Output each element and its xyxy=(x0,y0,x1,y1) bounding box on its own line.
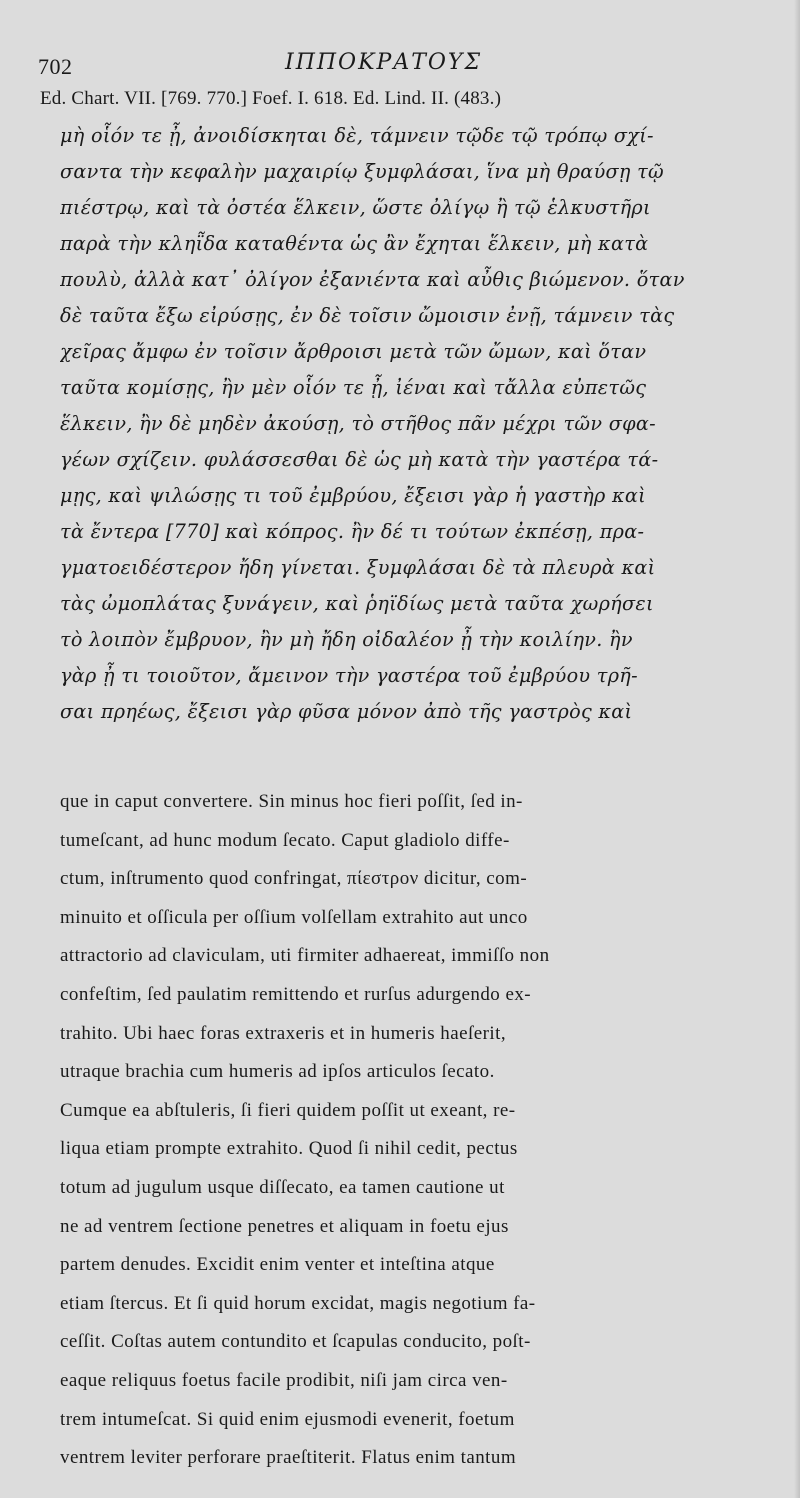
latin-text-line: liqua etiam prompte extrahito. Quod ſi nihil cedit, pectus xyxy=(60,1138,518,1160)
greek-text-line: γέων σχίζειν. φυλάσσεσθαι δὲ ὡς μὴ κατὰ τὴν γαστέρα τά- xyxy=(60,448,659,471)
latin-text-line: ne ad ventrem ſectione penetres et aliquam in foetu ejus xyxy=(60,1215,509,1237)
latin-translation-block xyxy=(60,783,775,1478)
latin-text-line: trahito. Ubi haec foras extraxeris et in humeris haeſerit, xyxy=(60,1022,507,1044)
latin-text-line: que in caput convertere. Sin minus hoc fieri poſſit, ſed in- xyxy=(60,791,523,812)
greek-text-line: ἕλκειν, ἢν δὲ μηδὲν ἀκούσῃ, τὸ στῆθος πᾶν μέχρι τῶν σφα- xyxy=(60,412,656,435)
greek-text-line: γματοειδέστερον ἤδη γίνεται. ξυμφλάσαι δὲ τὰ πλευρὰ καὶ xyxy=(60,556,656,579)
greek-text-line: δὲ ταῦτα ἔξω εἰρύσῃς, ἐν δὲ τοῖσιν ὤμοισιν ἐνῇ, τάμνειν τὰς xyxy=(60,304,675,327)
greek-text-line: τὸ λοιπὸν ἔμβρυον, ἢν μὴ ἤδη οἰδαλέον ᾖ τὴν κοιλίην. ἢν xyxy=(60,628,633,651)
latin-text-line: utraque brachia cum humeris ad ipſos articulos ſecato. xyxy=(60,1061,495,1083)
greek-text-line: πιέστρῳ, καὶ τὰ ὀστέα ἕλκειν, ὥστε ὀλίγῳ ἢ τῷ ἑλκυστῆρι xyxy=(60,196,651,219)
greek-text-line: παρὰ τὴν κληῗδα καταθέντα ὡς ἂν ἔχηται ἕλκειν, μὴ κατὰ xyxy=(60,232,649,255)
latin-text-line: ctum, inſtrumento quod confringat, πίεστρον dicitur, com- xyxy=(60,868,528,890)
greek-text-line: ταῦτα κομίσῃς, ἢν μὲν οἷόν τε ᾖ, ἰέναι καὶ τἄλλα εὐπετῶς xyxy=(60,376,647,399)
latin-text-line: trem intumeſcat. Si quid enim ejusmodi evenerit, foetum xyxy=(60,1408,515,1430)
latin-text-line: confeſtim, ſed paulatim remittendo et rurſus adurgendo ex- xyxy=(60,983,532,1005)
greek-text-line: γὰρ ᾖ τι τοιοῦτον, ἄμεινον τὴν γαστέρα τοῦ ἐμβρύου τρῆ- xyxy=(60,664,638,687)
greek-text-block xyxy=(60,118,775,730)
greek-text-line: τὰς ὠμοπλάτας ξυνάγειν, καὶ ῥηϊδίως μετὰ ταῦτα χωρήσει xyxy=(60,592,654,615)
page-header xyxy=(38,44,768,84)
latin-text-line: ventrem leviter perforare praeſtiterit. Flatus enim tantum xyxy=(60,1447,517,1469)
edition-references: Ed. Chart. VII. [769. 770.] Foef. I. 618. Ed. Lind. II. (483.) xyxy=(40,88,502,109)
latin-text-line: eaque reliquus foetus facile prodibit, niſi jam circa ven- xyxy=(60,1369,508,1391)
latin-text-line: Cumque ea abſtuleris, ſi fieri quidem poſſit ut exeant, re- xyxy=(60,1099,516,1121)
greek-text-line: πουλὺ, ἀλλὰ κατ᾽ ὀλίγον ἐξανιέντα καὶ αὖθις βιώμενον. ὅταν xyxy=(60,268,685,291)
greek-text-line: μὴ οἷόν τε ᾖ, ἀνοιδίσκηται δὲ, τάμνειν τῷδε τῷ τρόπῳ σχί- xyxy=(60,124,654,147)
latin-text-line: partem denudes. Excidit enim venter et inteſtina atque xyxy=(60,1254,495,1276)
greek-text-line: σαντα τὴν κεφαλὴν μαχαιρίῳ ξυμφλάσαι, ἵνα μὴ θραύσῃ τῷ xyxy=(60,160,664,183)
running-head: ΙΠΠΟΚΡΑΤΟΥΣ xyxy=(285,50,483,75)
page-edge-shadow xyxy=(794,0,800,1498)
page-number: 702 xyxy=(38,54,73,79)
greek-text-line: σαι πρηέως, ἔξεισι γὰρ φῦσα μόνον ἀπὸ τῆς γαστρὸς καὶ xyxy=(60,700,633,723)
greek-text-line: χεῖρας ἄμφω ἐν τοῖσιν ἄρθροισι μετὰ τῶν ὤμων, καὶ ὅταν xyxy=(60,340,647,363)
latin-text-line: attractorio ad claviculam, uti firmiter adhaereat, immiſſo non xyxy=(60,945,550,967)
greek-text-line: μῃς, καὶ ψιλώσῃς τι τοῦ ἐμβρύου, ἔξεισι γὰρ ἡ γαστὴρ καὶ xyxy=(60,484,646,507)
latin-text-line: totum ad jugulum usque diſſecato, ea tamen cautione ut xyxy=(60,1176,505,1198)
latin-text-line: tumeſcant, ad hunc modum ſecato. Caput gladiolo diffe- xyxy=(60,829,510,851)
latin-text-line: minuito et oſſicula per oſſium volſellam extrahito aut unco xyxy=(60,906,528,928)
latin-text-line: etiam ſtercus. Et ſi quid horum excidat, magis negotium fa- xyxy=(60,1292,536,1314)
latin-text-line: ceſſit. Coſtas autem contundito et ſcapulas conducito, poſt- xyxy=(60,1331,531,1353)
greek-text-line: τὰ ἔντερα [770] καὶ κόπρος. ἢν δέ τι τούτων ἐκπέσῃ, πρα- xyxy=(60,520,645,543)
